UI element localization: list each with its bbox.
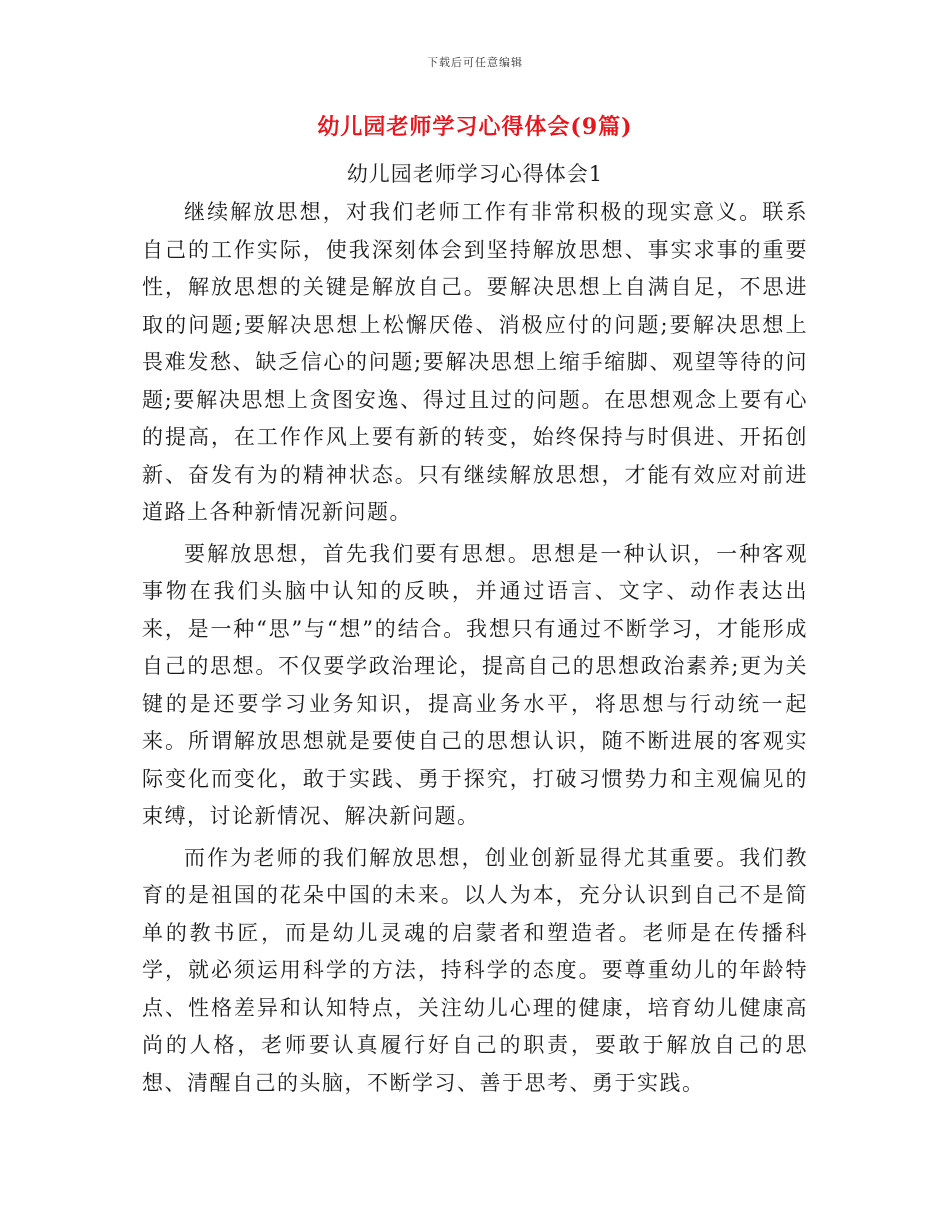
paragraph-2: 要解放思想，首先我们要有思想。思想是一种认识，一种客观事物在我们头脑中认知的反映，并通过语言、文字、动作表达出来，是一种“思”与“想”的结合。我想只有通过不断学习，才能形成自己的思想。不仅要学政治理论，提高自己的思想政治素养;更为关键的是还要学习业务知识，提高业务水平，将思想与行动统一起来。所谓解放思想就是要使自己的思想认识，随不断进展的客观实际变化而变化，敢于实践、勇于探究，打破习惯势力和主观偏见的束缚，讨论新情况、解决新问题。 [142, 541, 808, 828]
header-note: 下载后可任意编辑 [427, 56, 523, 69]
paragraph-1: 继续解放思想，对我们老师工作有非常积极的现实意义。联系自己的工作实际，使我深刻体会到坚持解放思想、事实求事的重要性，解放思想的关键是解放自己。要解决思想上自满自足，不思进取的问题;要解决思想上松懈厌倦、消极应付的问题;要解决思想上畏难发愁、缺乏信心的问题;要解决思想上缩手缩脚、观望等待的问题;要解决思想上贪图安逸、得过且过的问题。在思想观念上要有心的提高，在工作作风上要有新的转变，始终保持与时俱进、开拓创新、奋发有为的精神状态。只有继续解放思想，才能有效应对前进道路上各种新情况新问题。 [142, 200, 808, 524]
document-title: 幼儿园老师学习心得体会(9篇) [317, 114, 633, 140]
document-body [142, 194, 808, 1106]
section-title: 幼儿园老师学习心得体会1 [346, 162, 604, 186]
paragraph-3: 而作为老师的我们解放思想，创业创新显得尤其重要。我们教育的是祖国的花朵中国的未来。以人为本，充分认识到自己不是简单的教书匠，而是幼儿灵魂的启蒙者和塑造者。老师是在传播科学，就必须运用科学的方法，持科学的态度。要尊重幼儿的年龄特点、性格差异和认知特点，关注幼儿心理的健康，培育幼儿健康高尚的人格，老师要认真履行好自己的职责，要敢于解放自己的思想、清醒自己的头脑，不断学习、善于思考、勇于实践。 [142, 845, 808, 1095]
